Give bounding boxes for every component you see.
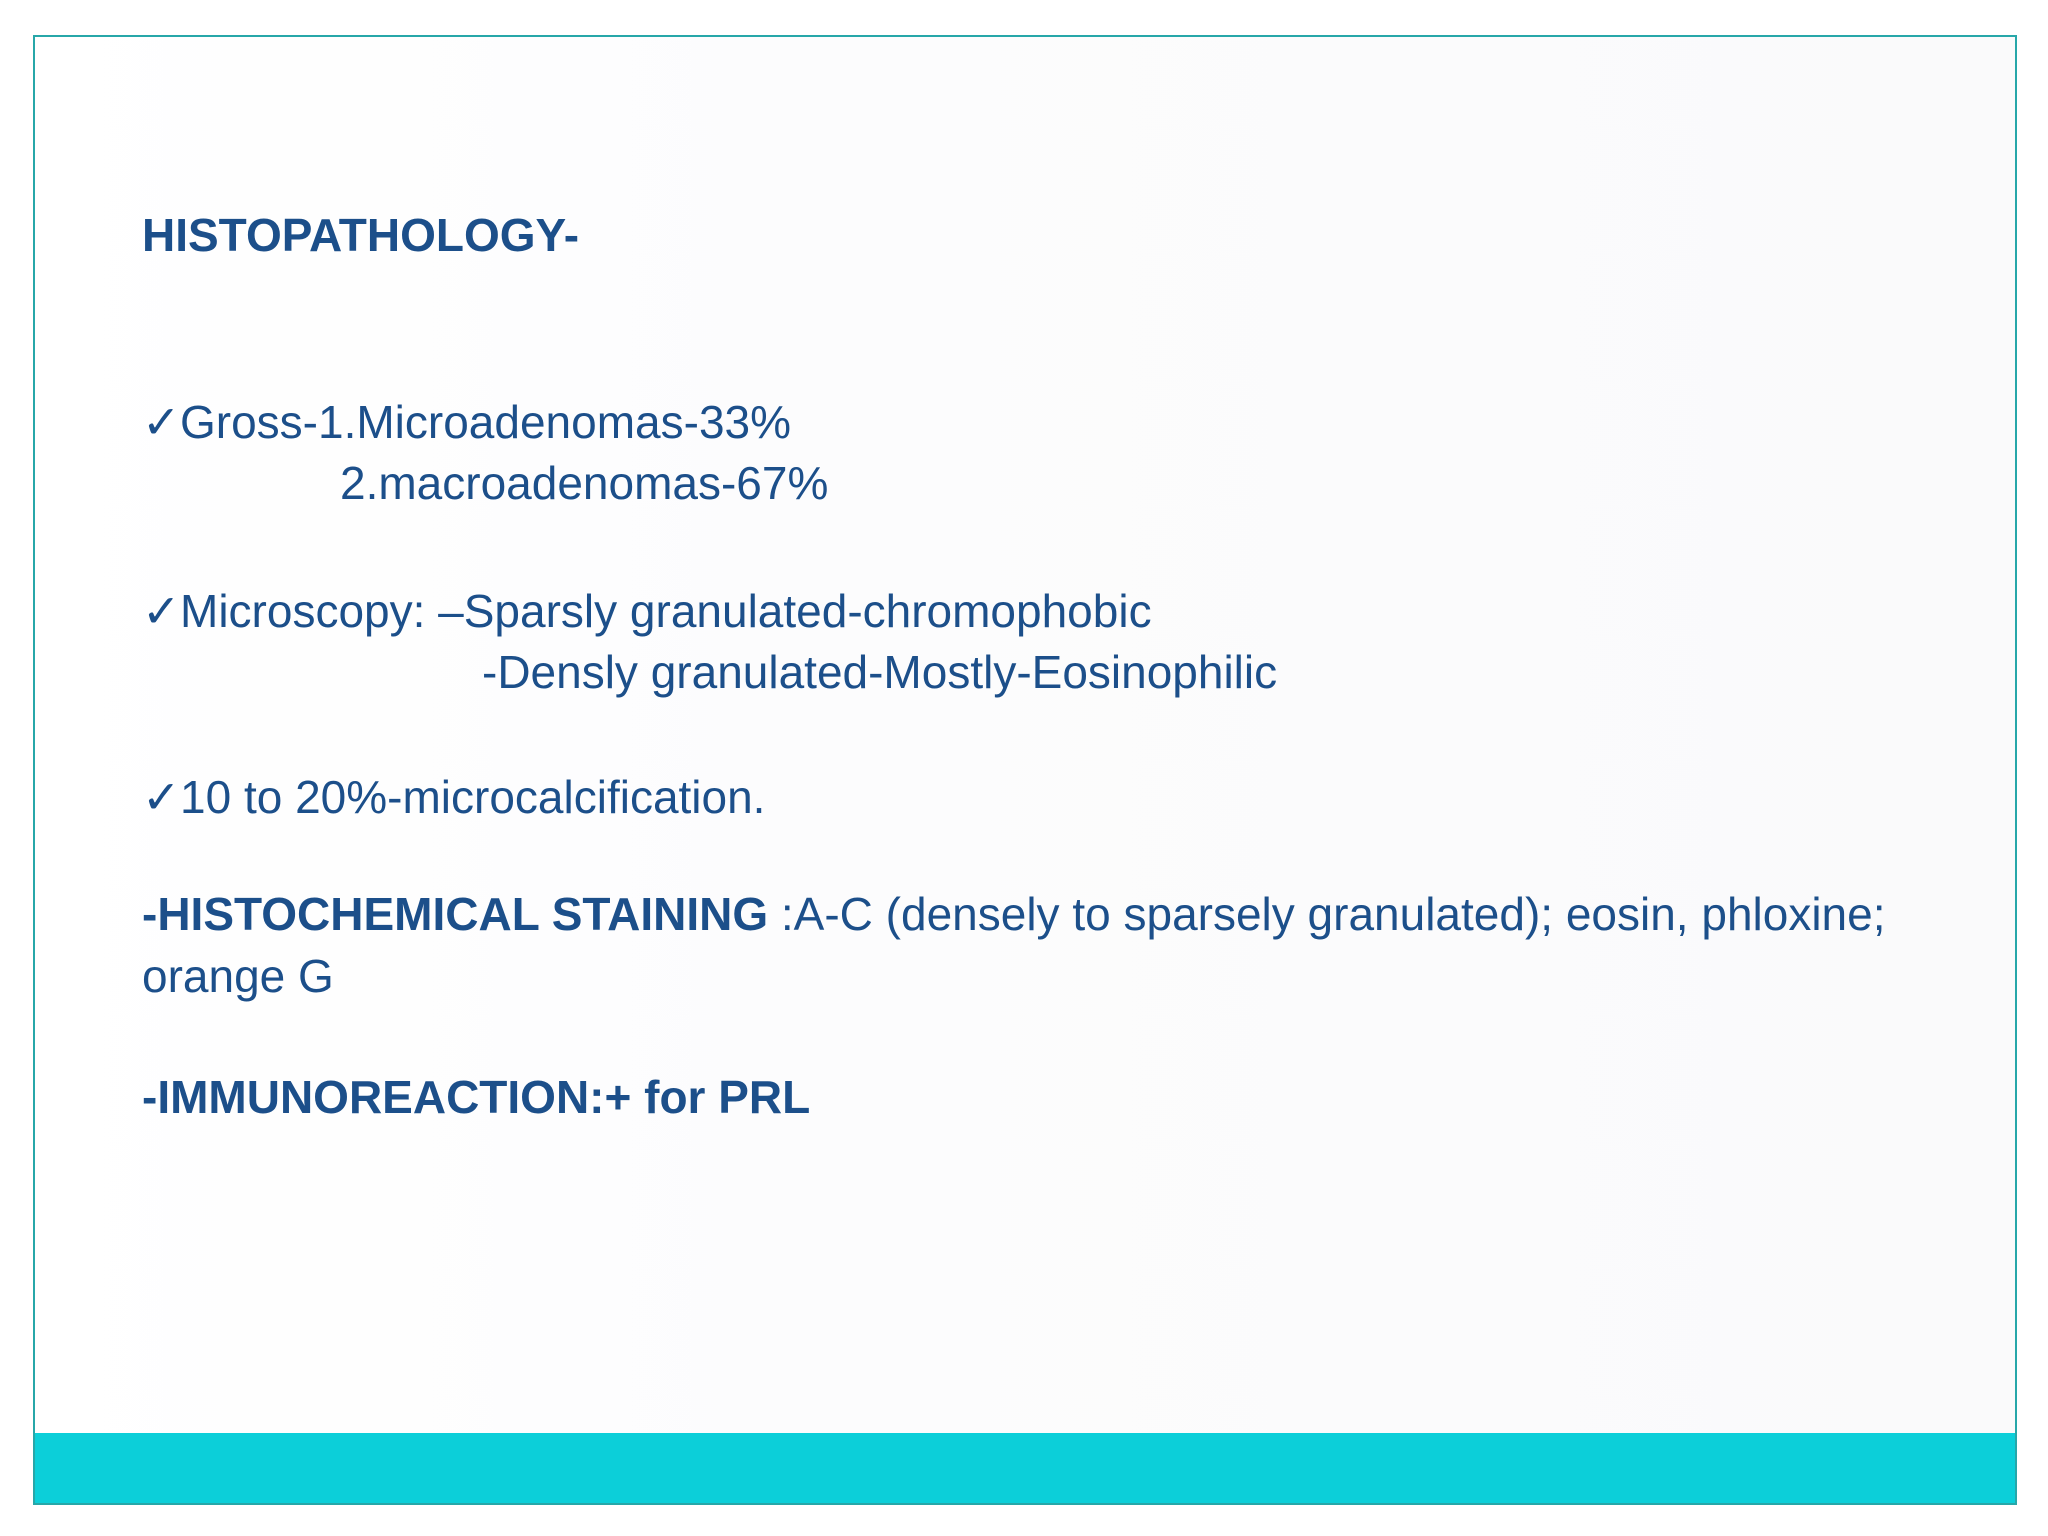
calcification-item: [142, 769, 765, 825]
gross-line-2: 2.macroadenomas-67%: [340, 457, 829, 509]
checkmark-icon: ✓: [142, 585, 181, 637]
histochemical-text: :A-C (densely to sparsely granulated); eosin, phloxine; orange G: [142, 888, 1886, 1002]
histochemical-staining-paragraph: [142, 883, 1942, 1007]
microscopy-line-2: -Densly granulated-Mostly-Eosinophilic: [482, 646, 1278, 698]
calcification-text: 10 to 20%-microcalcification.: [180, 771, 766, 823]
gross-line-1: Gross-1.Microadenomas-33%: [180, 396, 792, 448]
checkmark-icon: ✓: [142, 771, 181, 823]
checkmark-icon: ✓: [142, 396, 181, 448]
slide-heading: HISTOPATHOLOGY-: [142, 209, 580, 261]
histochemical-label: -HISTOCHEMICAL STAINING: [142, 888, 769, 940]
microscopy-item: [142, 583, 1152, 639]
slide-frame: [33, 35, 2017, 1505]
microscopy-line-1: Microscopy: –Sparsly granulated-chromophobic: [180, 585, 1152, 637]
immunoreaction-line: -IMMUNOREACTION:+ for PRL: [142, 1071, 811, 1123]
gross-item: [142, 394, 791, 450]
footer-bar: [35, 1433, 2015, 1503]
